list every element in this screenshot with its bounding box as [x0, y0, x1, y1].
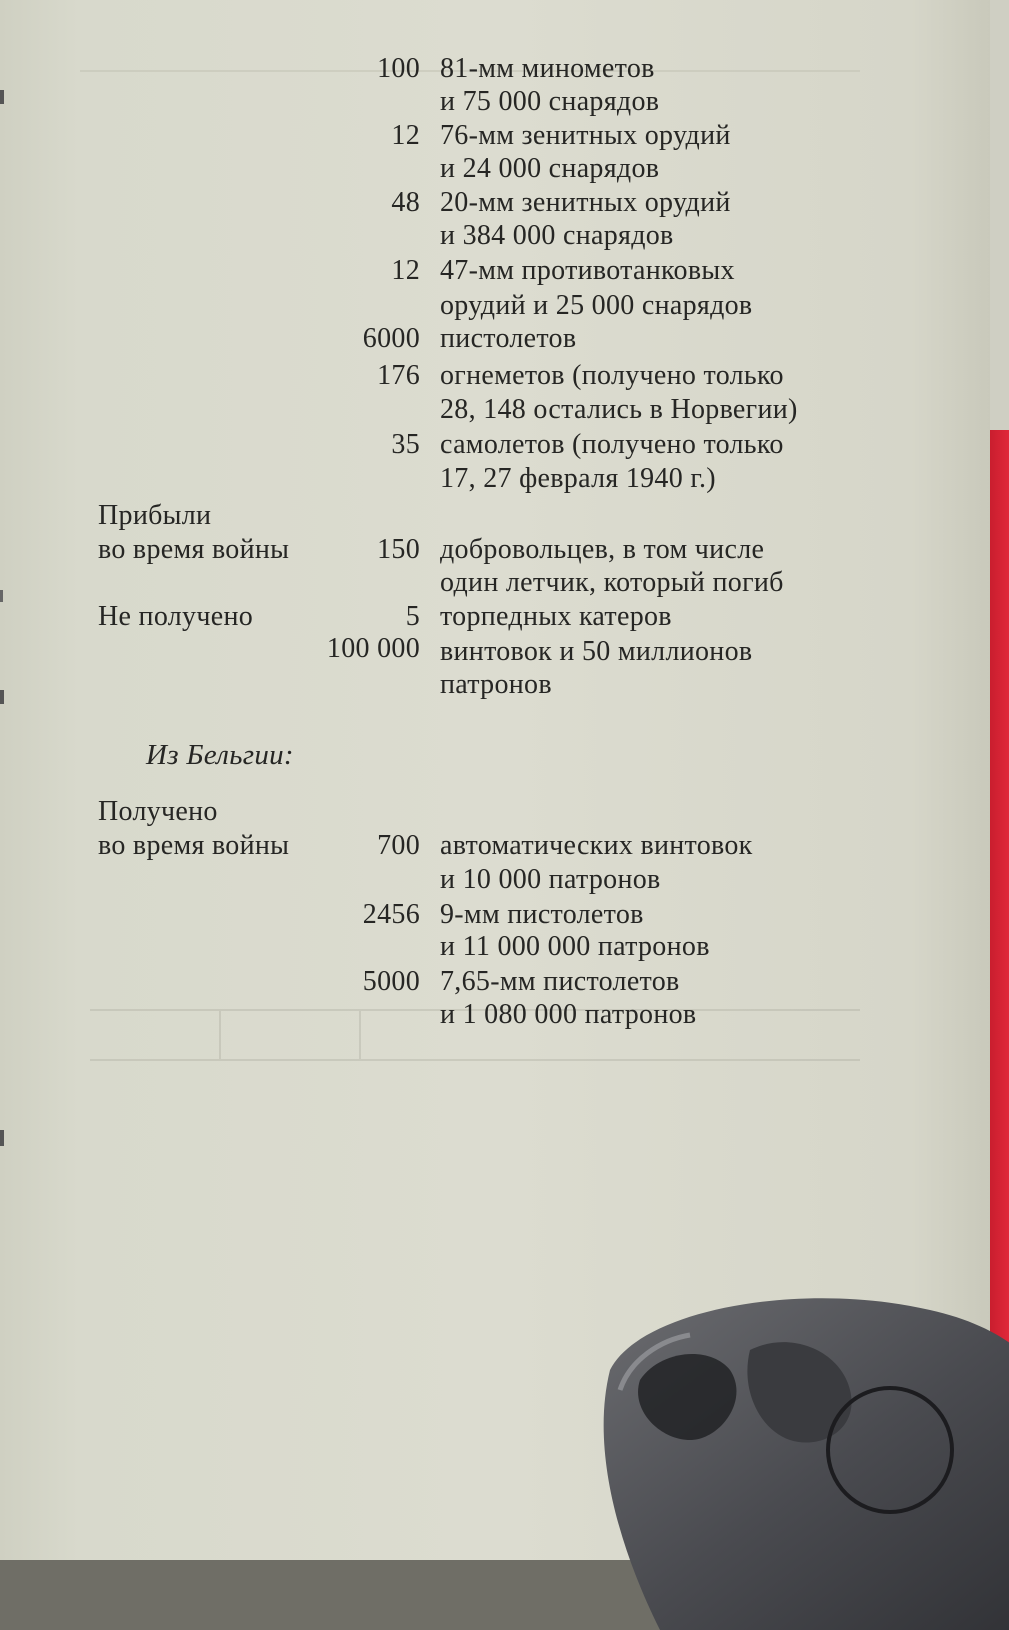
qty-mortars: 100	[377, 53, 420, 84]
label-received-during-war: во время войны	[98, 830, 290, 861]
item-flamethrowers-line2: 28, 148 остались в Норвегии)	[440, 394, 798, 425]
item-mortars-line2: и 75 000 снарядов	[440, 86, 660, 117]
item-rifles-line1: винтовок и 50 миллионов	[440, 636, 753, 667]
item-20mm-aa-line1: 20-мм зенитных орудий	[440, 187, 731, 218]
item-auto-rifles-line2: и 10 000 патронов	[440, 864, 661, 895]
item-47mm-at-line1: 47-мм противотанковых	[440, 255, 735, 286]
qty-9mm-pistols: 2456	[362, 899, 420, 930]
item-aircraft-line1: самолетов (получено только	[440, 429, 784, 460]
qty-rifles: 100 000	[326, 633, 420, 664]
label-not-received: Не получено	[98, 601, 254, 632]
qty-volunteers: 150	[377, 534, 420, 565]
qty-aircraft: 35	[391, 429, 420, 460]
item-mortars-line1: 81-мм минометов	[440, 53, 655, 84]
item-volunteers-line2: один летчик, который погиб	[440, 567, 784, 598]
label-received: Получено	[98, 796, 218, 827]
qty-auto-rifles: 700	[377, 830, 420, 861]
item-765mm-pistols-line1: 7,65-мм пистолетов	[440, 966, 680, 997]
qty-pistols: 6000	[362, 323, 420, 354]
page-edge-marks	[0, 0, 20, 1560]
qty-765mm-pistols: 5000	[362, 966, 420, 997]
item-765mm-pistols-line2: и 1 080 000 патронов	[440, 999, 697, 1030]
item-aircraft-line2: 17, 27 февраля 1940 г.)	[440, 463, 716, 494]
qty-flamethrowers: 176	[377, 360, 420, 391]
item-pistols: пистолетов	[440, 323, 577, 354]
label-during-war: во время войны	[98, 534, 290, 565]
qty-torpedo-boats: 5	[405, 601, 420, 632]
item-47mm-at-line2: орудий и 25 000 снарядов	[440, 290, 753, 321]
qty-47mm-at: 12	[391, 255, 420, 286]
item-volunteers-line1: добровольцев, в том числе	[440, 534, 765, 565]
item-torpedo-boats: торпедных катеров	[440, 601, 672, 632]
next-page-edge	[990, 0, 1009, 430]
label-arrived: Прибыли	[98, 500, 212, 531]
item-9mm-pistols-line1: 9-мм пистолетов	[440, 899, 644, 930]
item-76mm-aa-line2: и 24 000 снарядов	[440, 153, 660, 184]
qty-76mm-aa: 12	[391, 120, 420, 151]
qty-20mm-aa: 48	[391, 187, 420, 218]
item-flamethrowers-line1: огнеметов (получено только	[440, 360, 784, 391]
metal-clip-icon	[600, 1290, 1009, 1630]
item-rifles-line2: патронов	[440, 669, 552, 700]
heading-belgium: Из Бельгии:	[146, 739, 294, 771]
item-auto-rifles-line1: автоматических винтовок	[440, 830, 753, 861]
item-9mm-pistols-line2: и 11 000 000 патронов	[440, 931, 710, 962]
item-76mm-aa-line1: 76-мм зенитных орудий	[440, 120, 731, 151]
item-20mm-aa-line2: и 384 000 снарядов	[440, 220, 674, 251]
